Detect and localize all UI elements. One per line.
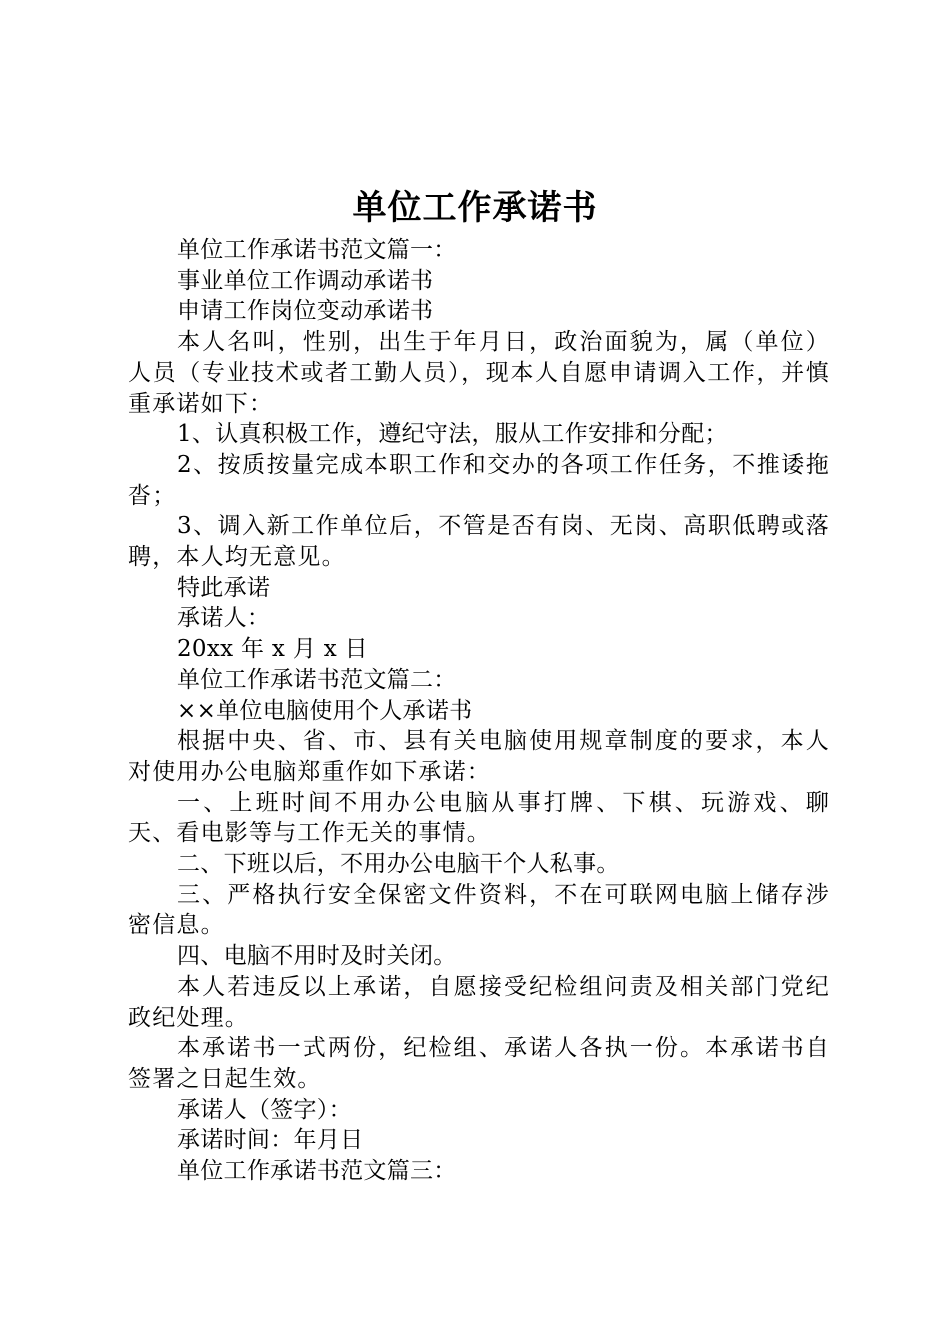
closing-statement: 特此承诺 [177,574,271,601]
list-item-2: 2、按质按量完成本职工作和交办的各项工作任务，不推诿拖沓； [128,451,830,509]
section-heading-2: 单位工作承诺书范文篇二： [177,666,457,693]
list-item-1: 1、认真积极工作，遵纪守法，服从工作安排和分配； [177,421,728,448]
section-heading-3: 单位工作承诺书范文篇三： [177,1158,457,1185]
subtitle-position-change: 申请工作岗位变动承诺书 [177,298,434,325]
paragraph-copies: 本承诺书一式两份，纪检组、承诺人各执一份。本承诺书自签署之日起生效。 [128,1035,830,1092]
date-line: 20xx 年 x 月 x 日 [177,636,368,663]
signature-label: 承诺人（签字）： [177,1096,352,1123]
subtitle-transfer: 事业单位工作调动承诺书 [177,267,434,294]
paragraph-basis: 根据中央、省、市、县有关电脑使用规章制度的要求，本人对使用办公电脑郑重作如下承诺： [128,728,830,785]
subtitle-computer-use: ××单位电脑使用个人承诺书 [177,697,473,724]
commitment-item-2: 二、下班以后，不用办公电脑干个人私事。 [177,851,620,878]
list-item-3: 3、调入新工作单位后，不管是否有岗、无岗、高职低聘或落聘，本人均无意见。 [128,513,830,571]
commitment-date-label: 承诺时间：年月日 [177,1127,364,1154]
document-title: 单位工作承诺书 [352,188,598,228]
paragraph-violation: 本人若违反以上承诺，自愿接受纪检组问责及相关部门党纪政纪处理。 [128,973,830,1031]
commitment-item-4: 四、电脑不用时及时关闭。 [177,943,457,970]
section-heading-1: 单位工作承诺书范文篇一： [177,237,457,263]
signatory-label: 承诺人： [177,605,271,632]
commitment-item-3: 三、严格执行安全保密文件资料，不在可联网电脑上储存涉密信息。 [128,881,830,939]
paragraph-intro: 本人名叫，性别，出生于年月日，政治面貌为，属（单位）人员（专业技术或者工勤人员），现本人自愿申请调入工作，并慎重承诺如下： [128,329,830,417]
document-body [128,235,830,1187]
commitment-item-1: 一、上班时间不用办公电脑从事打牌、下棋、玩游戏、聊天、看电影等与工作无关的事情。 [128,789,830,847]
